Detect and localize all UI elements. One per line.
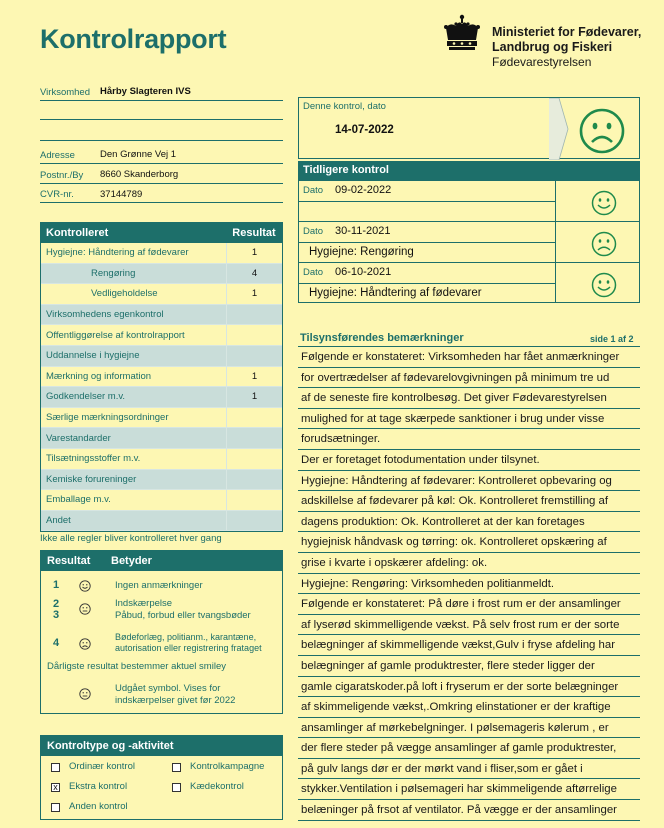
ministry-line1: Ministeriet for Fødevarer, [492, 25, 642, 39]
prev2-date: 30-11-2021 [335, 225, 391, 237]
postnr-value: 8660 Skanderborg [100, 169, 179, 180]
kontrolleret-row-name: Uddannelse i hygiejne [46, 350, 140, 362]
prev3-date: 06-10-2021 [335, 266, 392, 278]
prev3-happy-smiley-icon [591, 272, 617, 298]
kontrolleret-row [41, 449, 282, 470]
remarks-line: hygiejnisk håndvask og tørring: ok. Kontrolleret opskæring af [298, 532, 640, 553]
remarks-header: Tilsynsførendes bemærkninger [300, 332, 464, 344]
remarks-line: af de seneste fire kontrolbesøg. Det giver Fødevarestyrelsen [298, 388, 640, 409]
prev2-date-label: Dato [303, 226, 324, 237]
kontrolleret-row-name: Offentliggørelse af kontrolrapport [46, 329, 185, 341]
remarks-line: dagens produktion: Ok. Kontrolleret at der kan foretages [298, 512, 640, 533]
remarks-line: på gulv langs dør er der mørkt vand i fliser,som er gået i [298, 759, 640, 780]
adresse-label: Adresse [40, 150, 75, 161]
legend-header-means: Betyder [111, 555, 152, 567]
ekstra-checkbox[interactable] [51, 783, 60, 792]
kontrolleret-row-name: Kemiske forureninger [46, 473, 137, 485]
remarks-line: gamle cigaratskoder.på loft i fryserum er der sorte belægninger [298, 677, 640, 698]
kontrolleret-row-name: Emballage m.v. [46, 494, 111, 506]
virksomhed-label: Virksomhed [40, 87, 90, 98]
kontrolleret-row-result [226, 305, 282, 325]
legend-worst: Dårligste resultat bestemmer aktuel smiley [47, 661, 226, 672]
remarks-line: der flere steder på vægge ansamlinger af gamle produktrester, [298, 738, 640, 759]
kontrolleret-footnote: Ikke alle regler bliver kontrolleret hver gang [40, 533, 222, 544]
legend-text-1: Ingen anmærkninger [115, 580, 203, 591]
remarks-line: Hygiejne: Rengøring: Virksomheden politianmeldt. [298, 574, 640, 595]
ministry-name [492, 25, 641, 70]
current-sad-smiley-icon [579, 108, 625, 154]
kontrolleret-row-result [226, 511, 282, 531]
crown-logo-icon [440, 14, 484, 54]
kontrolleret-header [41, 223, 282, 243]
virksomhed-value: Hårby Slagteren IVS [100, 86, 191, 97]
kontroltype-header: Kontroltype og -aktivitet [41, 736, 282, 756]
kontrolleret-row-name: Virksomhedens egenkontrol [46, 309, 164, 321]
kontrolleret-header-result: Resultat [232, 227, 276, 239]
kontrolleret-row-name: Varestandarder [46, 432, 111, 444]
remarks-line: belægninger af skimmelligende vækst,Gulv i fryse afdeling har [298, 635, 640, 656]
prev3-date-label: Dato [303, 267, 324, 278]
kontrolleret-row-name: Rengøring [91, 267, 136, 279]
kontrolleret-row [41, 243, 282, 264]
remarks-line: adskillelse af fødevarer på køl: Ok. Kontrolleret fremstilling af [298, 491, 640, 512]
kontrolleret-row [41, 325, 282, 346]
kontrolleret-row-result: 1 [226, 367, 282, 387]
ekstra-check-mark: x [53, 782, 58, 792]
remarks-line: Der er foretaget fotodumentation under tilsynet. [298, 450, 640, 471]
kontrolleret-row-name: Mærkning og information [46, 370, 152, 382]
kontrolleret-row [41, 408, 282, 429]
kontrolleret-row-name: Vedligeholdelse [91, 288, 158, 300]
legend-text-4b: autorisation eller registrering frataget [115, 643, 262, 653]
kontrolleret-row [41, 346, 282, 367]
kontrolleret-row-name: Andet [46, 515, 71, 527]
prev1-date-label: Dato [303, 185, 324, 196]
adresse-value: Den Grønne Vej 1 [100, 149, 177, 160]
current-control-box [298, 97, 640, 159]
legend-text-2: Indskærpelse [115, 598, 173, 609]
legend-text-4a: Bødeforlæg, politianm., karantæne, [115, 632, 257, 642]
kontrolleret-row [41, 511, 282, 532]
kontrolleret-row-name: Godkendelser m.v. [46, 391, 126, 403]
legend-num-1: 1 [53, 579, 60, 591]
kampagne-label: Kontrolkampagne [190, 761, 265, 772]
remarks-line: mulighed for at tage skærpede sanktioner i brug under visse [298, 409, 640, 430]
remarks-line: belægninger af gamle produktrester, flere steder ligger der [298, 656, 640, 677]
ordinaer-checkbox[interactable] [51, 763, 60, 772]
kontrolleret-row-name: Tilsætningsstoffer m.v. [46, 453, 141, 465]
kontrolleret-row-result: 1 [226, 284, 282, 304]
previous-control-box [298, 180, 640, 303]
kontrolleret-table [40, 222, 283, 532]
remarks-line: Følgende er konstateret: Virksomheden har fået anmærkninger [298, 347, 640, 368]
ministry-sub: Fødevarestyrelsen [492, 55, 592, 69]
remarks-line: belæninger på frsot af ventilator. På vægge er der ansamlinger [298, 800, 640, 821]
legend-text-3: Påbud, forbud eller tvangsbøder [115, 610, 251, 621]
page-title: Kontrolrapport [40, 24, 227, 54]
neutral-smiley-icon [79, 603, 91, 615]
kontrolleret-row-result [226, 346, 282, 366]
kontrolleret-row [41, 305, 282, 326]
kontrolleret-row-name: Hygiejne: Håndtering af fødevarer [46, 247, 189, 259]
kontrolleret-row-result [226, 490, 282, 510]
legend-expired-2: indskærpelser givet før 2022 [115, 695, 236, 706]
kontrolleret-row-result [226, 449, 282, 469]
kontrolleret-row [41, 264, 282, 285]
cvr-value: 37144789 [100, 189, 143, 200]
remarks-line: af skimmeligende vækst,.Omkring elinstationer er der kraftige [298, 697, 640, 718]
kaede-label: Kædekontrol [190, 781, 244, 792]
remarks-line: stykker.Ventilation i pølsemageri har skimmeligende aftørrelige [298, 779, 640, 800]
kontrolleret-row-result: 4 [226, 264, 282, 284]
kontrolleret-header-label: Kontrolleret [46, 227, 109, 239]
ekstra-label: Ekstra kontrol [69, 781, 128, 792]
legend-expired-1: Udgået symbol. Vises for [115, 683, 221, 694]
prev2-note: Hygiejne: Rengøring [309, 246, 414, 258]
happy-smiley-icon [79, 580, 91, 592]
anden-checkbox[interactable] [51, 803, 60, 812]
kontrolleret-row-result [226, 470, 282, 490]
remarks-line: Følgende er konstateret: På døre i frost rum er der ansamlinger [298, 594, 640, 615]
prev2-sad-smiley-icon [591, 231, 617, 257]
sad-smiley-icon [79, 638, 91, 650]
expired-smiley-icon [79, 688, 91, 700]
current-control-date: 14-07-2022 [335, 124, 394, 136]
remarks-line: grise i kvarte i opskærer afdeling: ok. [298, 553, 640, 574]
remarks-line: af lyserød skimmelligende vækst. På selv frost rum er der sorte [298, 615, 640, 636]
anden-label: Anden kontrol [69, 801, 128, 812]
legend-num-3: 3 [53, 609, 60, 621]
arrow-divider-icon [549, 98, 569, 160]
kontrolleret-row-result: 1 [226, 387, 282, 407]
remarks-page-number: side 1 af 2 [590, 334, 634, 344]
remarks-line: forudsætninger. [298, 429, 640, 450]
kampagne-checkbox[interactable] [172, 763, 181, 772]
legend-header [41, 551, 282, 571]
kontrolleret-row [41, 490, 282, 511]
kontrolleret-row [41, 367, 282, 388]
kontrolleret-row [41, 428, 282, 449]
prev1-happy-smiley-icon [591, 190, 617, 216]
kontrolleret-row-result [226, 325, 282, 345]
legend-num-4: 4 [53, 637, 60, 649]
remarks-line: for overtrædelser af fødevarelovgivningen på minimum tre ud [298, 368, 640, 389]
postnr-label: Postnr./By [40, 170, 84, 181]
ministry-line2: Landbrug og Fiskeri [492, 40, 613, 54]
ordinaer-label: Ordinær kontrol [69, 761, 135, 772]
cvr-label: CVR-nr. [40, 189, 74, 200]
legend-num-2: 2 [53, 598, 60, 610]
remarks-line: ansamlinger af mørkebelgninger. I pølsemageris kølerum , er [298, 718, 640, 739]
kontrolleret-row [41, 470, 282, 491]
current-control-label: Denne kontrol, dato [303, 101, 386, 112]
legend-header-result: Resultat [47, 555, 91, 567]
prev1-date: 09-02-2022 [335, 184, 392, 196]
kontrolleret-row-result: 1 [226, 243, 282, 263]
prev3-note: Hygiejne: Håndtering af fødevarer [309, 287, 482, 299]
kontrolleret-row [41, 387, 282, 408]
remarks-text [298, 346, 640, 821]
kaede-checkbox[interactable] [172, 783, 181, 792]
kontrolleret-row-name: Særlige mærkningsordninger [46, 412, 169, 424]
remarks-line: Hygiejne: Håndtering af fødevarer: Kontrolleret opbevaring og [298, 471, 640, 492]
kontrolleret-row-result [226, 408, 282, 428]
previous-control-header: Tidligere kontrol [298, 161, 640, 180]
result-legend [40, 550, 283, 714]
kontroltype-box [40, 735, 283, 820]
kontrolleret-row-result [226, 428, 282, 448]
kontrolleret-row [41, 284, 282, 305]
